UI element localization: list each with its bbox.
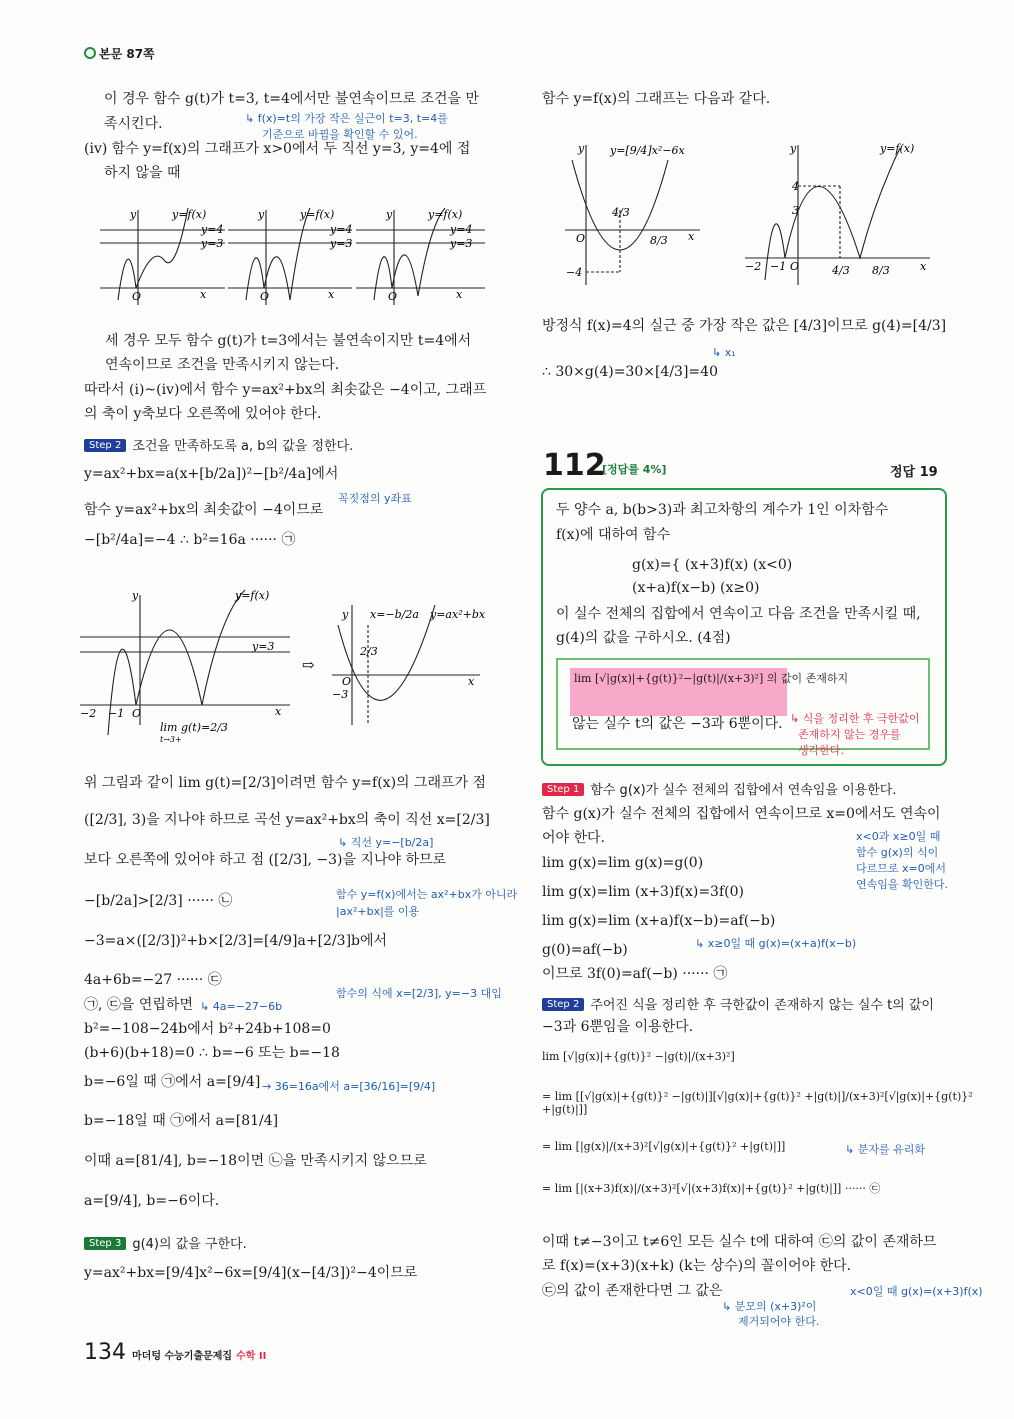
text-line: = lim [|g(x)|/(x+3)²[√|g(x)|+{g(t)}² +|g(t)|]] (542, 1140, 786, 1153)
origin-label: O (132, 290, 142, 303)
origin-label: O (260, 290, 270, 303)
tick-label: 4/3 (612, 206, 630, 219)
axis-label: x (456, 288, 463, 301)
step-text: 함수 g(x)가 실수 전체의 집합에서 연속임을 이용한다. (590, 783, 897, 798)
book-title: 마더텅 수능기출문제집 (132, 1351, 233, 1362)
annotation: 함수의 식에 x=[2/3], y=−3 대입 (336, 987, 502, 1000)
limit-label: lim g(t)=2/3 (160, 721, 228, 734)
axis-label: x (328, 288, 335, 301)
problem-line: 않는 실수 t의 값은 −3과 6뿐이다. (572, 716, 783, 732)
text-line: 어야 한다. (542, 830, 605, 846)
axis-of-symmetry-label: x=−b/2a (370, 608, 419, 621)
axis-label: y (578, 142, 585, 155)
axis-label: y (132, 589, 139, 602)
section-reference (84, 45, 155, 62)
tick-label: −1 (108, 707, 125, 720)
problem-line: f(x)에 대하여 함수 (556, 527, 671, 543)
step-text: 조건을 만족하도록 a, b의 값을 정한다. (132, 439, 354, 454)
text-line: −3과 6뿐임을 이용한다. (542, 1019, 694, 1035)
curve-label: y=f(x) (880, 142, 915, 155)
step2-heading-left (84, 435, 353, 454)
axis-label: x (200, 288, 207, 301)
tick-label: −2 (745, 260, 762, 273)
axis-label: y (790, 142, 797, 155)
origin-label: O (132, 707, 142, 720)
line-label: y=4 (450, 223, 473, 236)
curve-label: y=f(x) (300, 208, 335, 221)
text-line: lim g(x)=lim (x+a)f(x−b)=af(−b) (542, 913, 776, 929)
text-line: ㉢의 값이 존재한다면 그 값은 (542, 1283, 723, 1299)
text-line: −[b/2a]>[2/3] ······ ㉡ (84, 893, 233, 909)
curve-label: y=f(x) (428, 208, 463, 221)
text-line: ∴ 30×g(4)=30×[4/3]=40 (542, 364, 718, 380)
tick-label: 8/3 (872, 264, 890, 277)
text-line: 이때 t≠−3이고 t≠6인 모든 실수 t에 대하여 ㉢의 값이 존재하므 (542, 1234, 937, 1250)
step1-heading (542, 779, 897, 798)
axis-label: y (386, 208, 393, 221)
axis-label: y (130, 208, 137, 221)
f-and-parabola-graphs (80, 585, 500, 745)
text-line: −[b²/4a]=−4 ∴ b²=16a ······ ㉠ (84, 532, 296, 548)
section-reference-label: 본문 87쪽 (99, 47, 155, 61)
annotation: ↳ 직선 y=−[b/2a] (338, 836, 434, 849)
text-line: (b+6)(b+18)=0 ∴ b=−6 또는 b=−18 (84, 1045, 340, 1061)
subject-label: 수학 II (236, 1351, 267, 1362)
annotation: ↳ 4a=−27−6b (200, 1000, 283, 1013)
axis-label: x (275, 705, 282, 718)
line-label: y=3 (201, 237, 224, 250)
tick-label: −2 (80, 707, 97, 720)
line-label: y=3 (252, 640, 275, 653)
correct-rate: [정답률 4%] (602, 463, 667, 476)
tick-label: 3 (792, 204, 799, 217)
annotation: 제거되어야 한다. (738, 1315, 820, 1328)
text-line: 4a+6b=−27 ······ ㉢ (84, 972, 222, 988)
axis-label: x (688, 230, 695, 243)
step2-heading-right (542, 994, 934, 1013)
problem-line: 두 양수 a, b(b>3)과 최고차항의 계수가 1인 이차함수 (556, 502, 889, 518)
text-line: −3=a×([2/3])²+b×[2/3]=[4/9]a+[2/3]b에서 (84, 933, 388, 949)
origin-label: O (576, 232, 586, 245)
page-number: 134 (84, 1340, 126, 1365)
problem-line: g(x)={ (x+3)f(x) (x<0) (632, 557, 793, 573)
annotation: 함수 g(x)의 식이 (856, 846, 939, 859)
three-case-graphs (100, 200, 490, 310)
annotation: 연속임을 확인한다. (856, 878, 949, 891)
tick-label: 4/3 (832, 264, 850, 277)
line-label: y=4 (201, 223, 224, 236)
tick-label: −3 (332, 688, 349, 701)
text-line: 위 그림과 같이 lim g(t)=[2/3]이려면 함수 y=f(x)의 그래프가 점 (84, 775, 487, 791)
step-text: 주어진 식을 정리한 후 극한값이 존재하지 않는 실수 t의 값이 (590, 998, 934, 1013)
text-line: y=ax²+bx=a(x+[b/2a])²−[b²/4a]에서 (84, 466, 339, 482)
answer-label: 정답 19 (890, 465, 938, 480)
annotation: 함수 y=f(x)에서는 ax²+bx가 아니라 (336, 888, 518, 901)
text-line: b²=−108−24b에서 b²+24b+108=0 (84, 1021, 331, 1037)
text-line: 함수 g(x)가 실수 전체의 집합에서 연속이므로 x=0에서도 연속이 (542, 806, 941, 822)
text-line: g(0)=af(−b) (542, 942, 628, 958)
text-line: = lim [|(x+3)f(x)|/(x+3)²[√|(x+3)f(x)|+{g(t)}² +|g(t)|]] ······ ㉢ (542, 1182, 881, 1195)
origin-label: O (342, 675, 352, 688)
arrow-icon: ⇨ (302, 656, 315, 674)
text-line: 족시킨다. (104, 116, 163, 132)
tick-label: 2/3 (360, 645, 378, 658)
step-text: g(4)의 값을 구한다. (132, 1237, 247, 1252)
origin-label: O (388, 290, 398, 303)
step3-heading (84, 1233, 247, 1252)
text-line: lim g(x)=lim g(x)=g(0) (542, 855, 704, 871)
text-line: = lim [[√|g(x)|+{g(t)}² −|g(t)|][√|g(x)|+{g(t)}² +|g(t)|]/(x+3)²[√|g(x)|+{g(t)}² +|g(t)|]] (542, 1090, 973, 1116)
text-line: 이때 a=[81/4], b=−18이면 ㉡을 만족시키지 않으므로 (84, 1153, 427, 1169)
text-line: 이 경우 함수 g(t)가 t=3, t=4에서만 불연속이므로 조건을 만 (104, 91, 480, 107)
axis-label: y (342, 608, 349, 621)
annotation: 생각한다. (798, 744, 845, 757)
axis-label: x (468, 675, 475, 688)
problem-line: 이 실수 전체의 집합에서 연속이고 다음 조건을 만족시킬 때, (556, 606, 921, 622)
page-footer (84, 1340, 266, 1365)
text-line: 로 f(x)=(x+3)(x+k) (k는 상수)의 꼴이어야 한다. (542, 1258, 852, 1274)
annotation: ↳ 식을 정리한 후 극한값이 (790, 712, 920, 725)
curve-label: y=f(x) (172, 208, 207, 221)
axis-label: y (258, 208, 265, 221)
text-line: lim g(x)=lim (x+3)f(x)=3f(0) (542, 884, 744, 900)
text-line: a=[9/4], b=−6이다. (84, 1193, 220, 1209)
limit-subscript: t→3+ (160, 735, 182, 744)
text-line: 보다 오른쪽에 있어야 하고 점 ([2/3], −3)을 지나야 하므로 (84, 852, 447, 868)
curve-label: y=[9/4]x²−6x (610, 144, 685, 157)
text-line: 하지 않을 때 (104, 165, 181, 181)
annotation: 꼭짓점의 y좌표 (338, 492, 412, 505)
problem-line: lim [√|g(x)|+{g(t)}²−|g(t)|/(x+3)²] 의 값이 존재하지 (574, 672, 849, 685)
text-line: lim [√|g(x)|+{g(t)}² −|g(t)|/(x+3)²] (542, 1050, 735, 1063)
text-line: ㉠, ㉢을 연립하면 (84, 997, 193, 1013)
text-line: 따라서 (i)~(iv)에서 함수 y=ax²+bx의 최솟값은 −4이고, 그래프 (84, 382, 487, 398)
problem-number: 112 (543, 448, 606, 483)
text-line: b=−6일 때 ㉠에서 a=[9/4] (84, 1074, 261, 1090)
text-line: ([2/3], 3)을 지나야 하므로 곡선 y=ax²+bx의 축이 직선 x=[2/3] (84, 812, 490, 828)
tick-label: 8/3 (650, 234, 668, 247)
line-label: y=4 (330, 223, 353, 236)
circle-bullet-icon (84, 47, 96, 59)
step-tag: Step 2 (542, 998, 584, 1011)
text-line: 함수 y=f(x)의 그래프는 다음과 같다. (542, 91, 771, 107)
text-line: y=ax²+bx=[9/4]x²−6x=[9/4](x−[4/3])²−4이므로 (84, 1265, 418, 1281)
line-label: y=3 (450, 237, 473, 250)
text-line: (iv) 함수 y=f(x)의 그래프가 x>0에서 두 직선 y=3, y=4에 접 (84, 141, 471, 157)
annotation: ↳ f(x)=t의 가장 작은 실근이 t=3, t=4를 (245, 112, 448, 125)
text-line: 방정식 f(x)=4의 실근 중 가장 작은 값은 [4/3]이므로 g(4)=[4/3] (542, 318, 947, 334)
text-line: 연속이므로 조건을 만족시키지 않는다. (105, 357, 340, 373)
solution-graphs (560, 140, 940, 290)
tick-label: −4 (566, 266, 583, 279)
step-tag: Step 3 (84, 1237, 126, 1250)
tick-label: −1 (770, 260, 787, 273)
annotation: ↳ 분자를 유리화 (845, 1143, 925, 1156)
annotation: ↳ 분모의 (x+3)²이 (722, 1300, 817, 1313)
problem-line: g(4)의 값을 구하시오. (4점) (556, 630, 731, 646)
text-line: 이므로 3f(0)=af(−b) ······ ㉠ (542, 966, 728, 982)
text-line: 의 축이 y축보다 오른쪽에 있어야 한다. (84, 406, 322, 422)
text-line: 함수 y=ax²+bx의 최솟값이 −4이므로 (84, 502, 324, 518)
annotation: |ax²+bx|를 이용 (336, 905, 420, 918)
step-tag: Step 2 (84, 439, 126, 452)
annotation: x<0과 x≥0일 때 (856, 830, 941, 843)
annotation: → 36=16a에서 a=[36/16]=[9/4] (262, 1080, 436, 1093)
curve-label: y=f(x) (235, 589, 270, 602)
annotation: 다르므로 x=0에서 (856, 862, 946, 875)
tick-label: 4 (792, 180, 799, 193)
curve-label: y=ax²+bx (430, 608, 486, 621)
annotation: x<0일 때 g(x)=(x+3)f(x) (850, 1285, 983, 1298)
problem-line: (x+a)f(x−b) (x≥0) (632, 580, 760, 596)
axis-label: x (920, 260, 927, 273)
annotation: ↳ x≥0일 때 g(x)=(x+a)f(x−b) (695, 937, 857, 950)
annotation: 존재하지 않는 경우를 (798, 728, 901, 741)
step-tag: Step 1 (542, 783, 584, 796)
annotation: 기준으로 바뀜을 확인할 수 있어. (262, 128, 418, 141)
annotation: ↳ x₁ (712, 346, 736, 359)
text-line: b=−18일 때 ㉠에서 a=[81/4] (84, 1113, 279, 1129)
line-label: y=3 (330, 237, 353, 250)
text-line: 세 경우 모두 함수 g(t)가 t=3에서는 불연속이지만 t=4에서 (105, 333, 472, 349)
origin-label: O (790, 260, 800, 273)
